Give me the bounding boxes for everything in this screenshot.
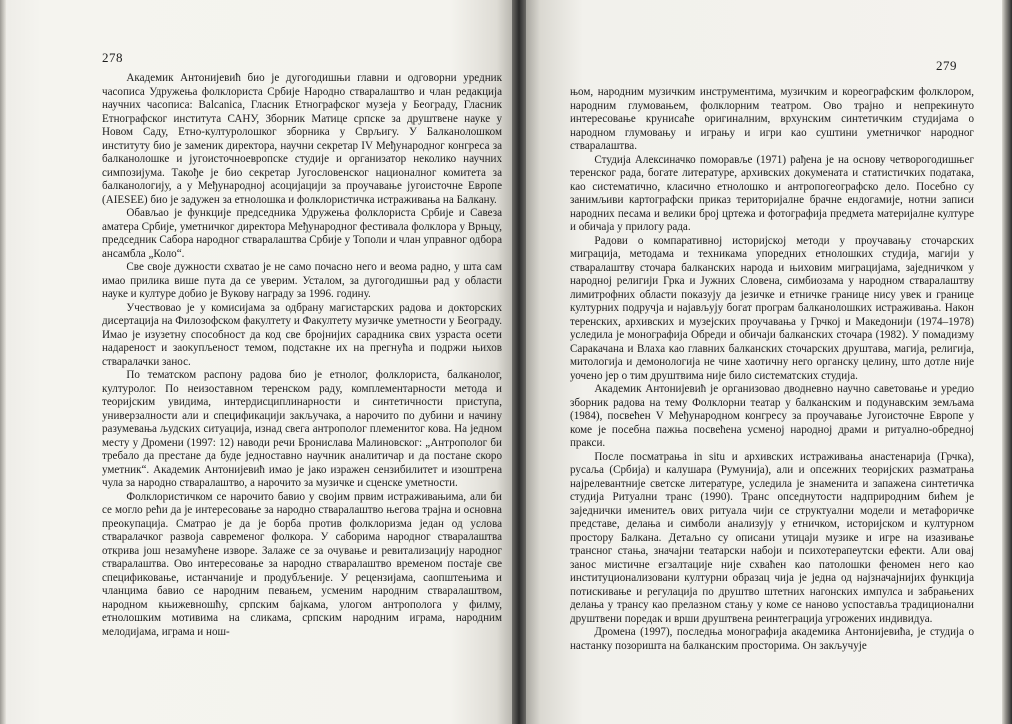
book-gutter [512,0,526,724]
paragraph: По тематском распону радова био је етнолог, фолклориста, балканолог, културолог. По неизоставном теренском раду, комплементарности метода и теоријским увидима, интердисциплинарности и синтетичности приступа, универзалности али и спецификацији закључака, а нарочито по дубини и начину разумевања људских ситуација, изнад свега антрополог племенитог кова. На једном месту у Дромени (1997: 12) наводи речи Бронислава Малиновског: „Антрополог би требало да престане да буде једноставно научник аналитичар и да постане скоро уметник“. Академик Антонијевић имао је јако изражен сензибилитет и изоштрена чула за народно стваралаштво, а нарочито за музичке и сценске уметности. [102,369,502,489]
right-page [526,0,1002,724]
left-edge-shadow [0,0,6,724]
paragraph: Радови о компаративној историјској методи у проучавању сточарских миграција, методама и техникама упоредних етнолошких студија, магији у стваралаштву сточара балканских народа и њиховим миграцијама, заједничком у народној религији Грка и Јужних Словена, симбиозама у народном стваралаштву лимитрофних области показују да језичке и етничке границе нису увек и границе културних подручја и најављују богат програм балканолошких истраживања. Након теренских, архивских и музејских проучавања у Грчкој и Македонији (1974–1978) уследила је монографија Обреди и обичаји балканских сточара (1982). У помадизму Саракачана и Влаха као главних балканских сточарских друштава, магија, религија, митологија и демонологија не чине хаотичну него органску целину, што дотле није уочено јер о тим друштвима није било систематских студија. [570,234,974,382]
paragraph: Све своје дужности схватао је не само почасно него и веома радно, у шта сам имао прилика више пута да се уверим. Усталом, за дугогодишњи рад у области науке и културе добио је Вукову награду за 1996. годину. [102,261,502,300]
paragraph: Академик Антонијевић био је дугогодишњи главни и одговорни уредник часописа Удружења фолклориста Србије Народно стваралаштво и члан редакција научних часописа: Balcanica, Гласник Етнографског музеја у Београду, Гласник Етнографског института САНУ, Зборник Матице српске за друштвене науке у Новом Саду, Етно-културолошког зборника у Сврљигу. У Балканолошком институту био је заменик директора, научни секретар IV Међународног конгреса за балканолошке и југоисточноевропске студије и организатор неколико научних симпозијума. Такође је био секретар Југословенског националног комитета за балканологију, а у Међународној асоцијацији за проучавање југоисточне Европе (AIESEE) био је задужен за етнолошка и фолклористичка истраживања на Балкану. [102,72,502,206]
right-page-body [570,86,974,653]
page-number-left: 278 [102,50,123,65]
paragraph: Обављао је функције председника Удружења фолклориста Србије и Савеза аматера Србије, уметничког директора Међународног фестивала фолклора у Врњцу, председник Сабора народног стваралаштва Србије у Тополи и члан управног одбора ансамбла „Коло“. [102,207,502,260]
right-edge-shadow [1002,0,1012,724]
paragraph: Фолклористичком се нарочито бавио у својим првим истраживањима, али би се могло рећи да је интересовање за народно стваралаштво његова трајна и основна преокупација. Сматрао је да је борба против фолклоризма један од услова стваралачког развоја савременог фолкора. У саборима народног стваралаштва открива још незамућене изворе. Залаже се за очување и ревитализацију народног стваралаштва. Ово интересовање за народно стваралаштво временом постаје све спецификовање, истанчаније и продубљеније. У рецензијама, саопштењима и чланцима бавио се народним певањем, усменим народним стваралаштвом, народном књижевношћу, српским бајкама, улогом антрополога у филму, етнолошким мотивима на сликама, српским народним играма, народним мелодијама, играма и нош- [102,490,502,638]
paragraph: Академик Антонијевић је организовао дводневно научно саветовање и уредио зборник радова на тему Фолклорни театар у балканским и подунавским земљама (1984), посвећен V Међународном конгресу за проучавање Југоисточне Европе у коме је посебна пажња посвећена усменој народној драми и ритуално-обредној пракси. [570,383,974,449]
left-page-body [102,72,502,639]
paragraph: Дромена (1997), последња монографија академика Антонијевића, је студија о настанку позоришта на балканским просторима. Он закључује [570,626,974,652]
page-number-right: 279 [936,58,957,73]
paragraph: Учествовао је у комисијама за одбрану магистарских радова и докторских дисертација на Филозофском факултету и Факултету музичке уметности у Београду. Имао је изузетну способност да код све бројнијих сарадника свих узраста осети надареност и заокупљеност темом, подстакне их на прегнућа и подржи њихов стваралачки занос. [102,301,502,368]
paragraph: Студија Алексиначко поморавље (1971) рађена је на основу четворогодишњег теренског рада, богате литературе, архивских докумената и статистичких података, као систематично, класично етнолошко и антропогеографско дело. Посебно су занимљиви картографски приказ територијалне брачне ендогамије, нотни записи народних песама и велики број цртежа и фотографија предмета материјалне културе и обичаја у прилогу рада. [570,153,974,233]
paragraph: њом, народним музичким инструментима, музичким и кореографским фолклором, народним глумовањем, фолклорним театром. Ово трајно и непрекинуто интересовање крунисаће оригиналним, врхунским синтетичким студијама о народном глумовању и игрању и игри као суштини уметничког народног стваралаштва. [570,86,974,152]
paragraph: После посматрања in situ и архивских истраживања анастенарија (Грчка), русаља (Србија) и калушара (Румунија), али и опсежних теоријских разматрања најрелевантније светске литературе, уследила је знаменита и запажена синтетичка студија Ритуални транс (1990). Транс опседнутости надприродним бићем је заједнички именитељ ових ритуала чији се структуални модели и метафоричке представе, делања и симболи анализују у етничком, историјском и културном простору Балкана. Детаљно су описани утицаји музике и игре на изазивање трансног стања, значајни театарски набоји и психотерапеутски ефекти. Али овај занос мистичне егзалтације није схваћен као патолошки феномен него као институционализовани културни образац чија је једна од најзначајнијих функција потискивање и регулација по друштво штетних нагонских импулса и забрањених делања у трансу као прелазном стању у коме се наново успоставља традиционални друштвени поредак и врши друштвена реинтеграција угрожених индивидуа. [570,450,974,625]
